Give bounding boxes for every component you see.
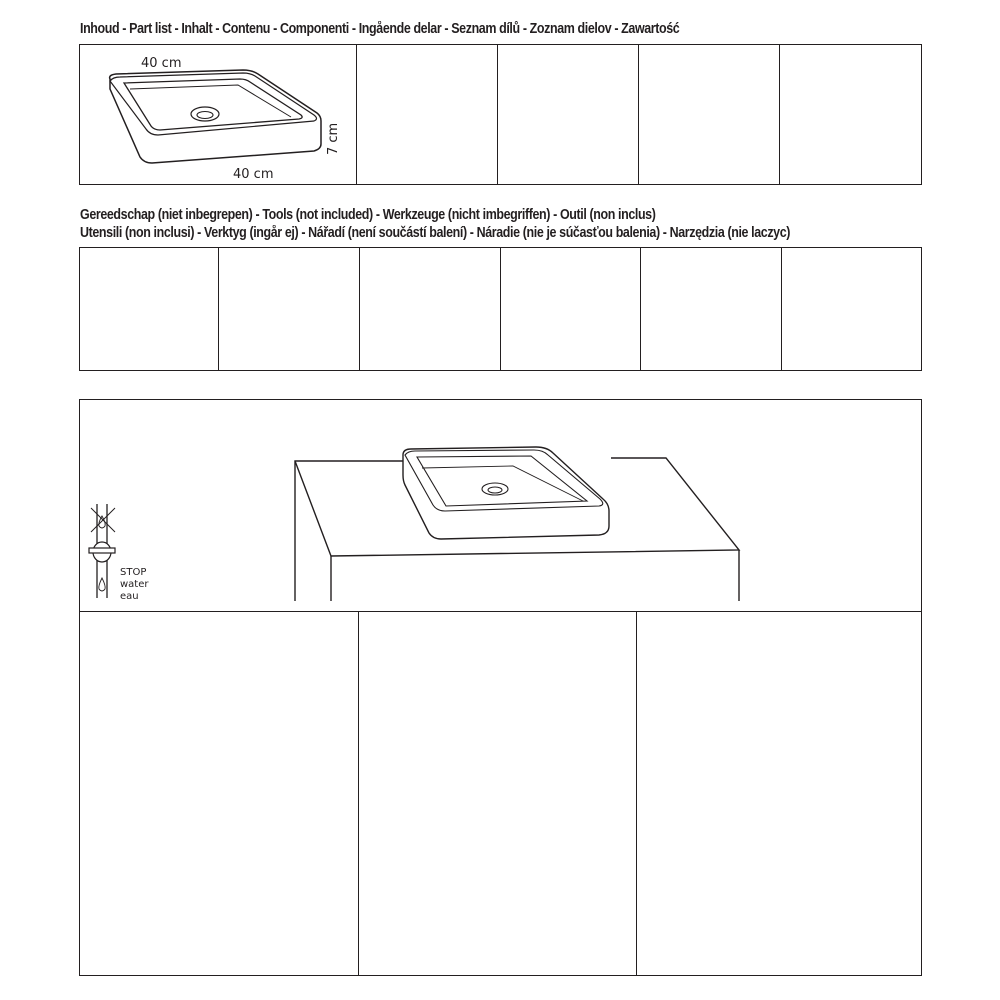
eau-label: eau [120, 591, 139, 602]
tool-cell-1 [80, 248, 219, 370]
part-cell-5 [780, 45, 921, 184]
stop-label: STOP [120, 567, 147, 578]
tools-heading-line1: Gereedschap (niet inbegrepen) - Tools (not included) - Werkzeuge (nicht imbegriffen) - Outil (non inclus) [80, 207, 656, 223]
part-cell-4 [639, 45, 780, 184]
part-cell-2 [357, 45, 498, 184]
tools-heading-line2: Utensili (non inclusi) - Verktyg (ingår ej) - Nářadí (není součástí balení) - Náradie (nie je súčasťou balenia) - Narzędzia (nie laczyc) [80, 225, 791, 241]
tool-cell-3 [360, 248, 501, 370]
water-label: water [120, 579, 149, 590]
tools-table [79, 247, 922, 371]
tool-cell-6 [782, 248, 921, 370]
parts-list-table [79, 44, 922, 185]
water-stop-icon [80, 500, 160, 610]
step-panel-2 [359, 611, 637, 975]
depth-dimension-label: 40 cm [233, 167, 274, 182]
tool-cell-4 [501, 248, 641, 370]
step-panel-1 [80, 611, 359, 975]
washbasin-dimension-drawing [80, 45, 357, 185]
part-cell-3 [498, 45, 639, 184]
width-dimension-label: 40 cm [141, 56, 182, 71]
installation-overview-panel [80, 400, 921, 612]
vanity-with-washbasin-drawing [281, 441, 751, 601]
installation-frame [79, 399, 922, 976]
tool-cell-2 [219, 248, 360, 370]
tool-cell-5 [641, 248, 782, 370]
height-dimension-label: 7 cm [326, 122, 341, 155]
part-cell-washbasin [80, 45, 357, 184]
step-panel-3 [637, 611, 921, 975]
parts-list-heading: Inhoud - Part list - Inhalt - Contenu - Componenti - Ingående delar - Seznam dílů - Zoznam dielov - Zawartość [80, 21, 680, 37]
